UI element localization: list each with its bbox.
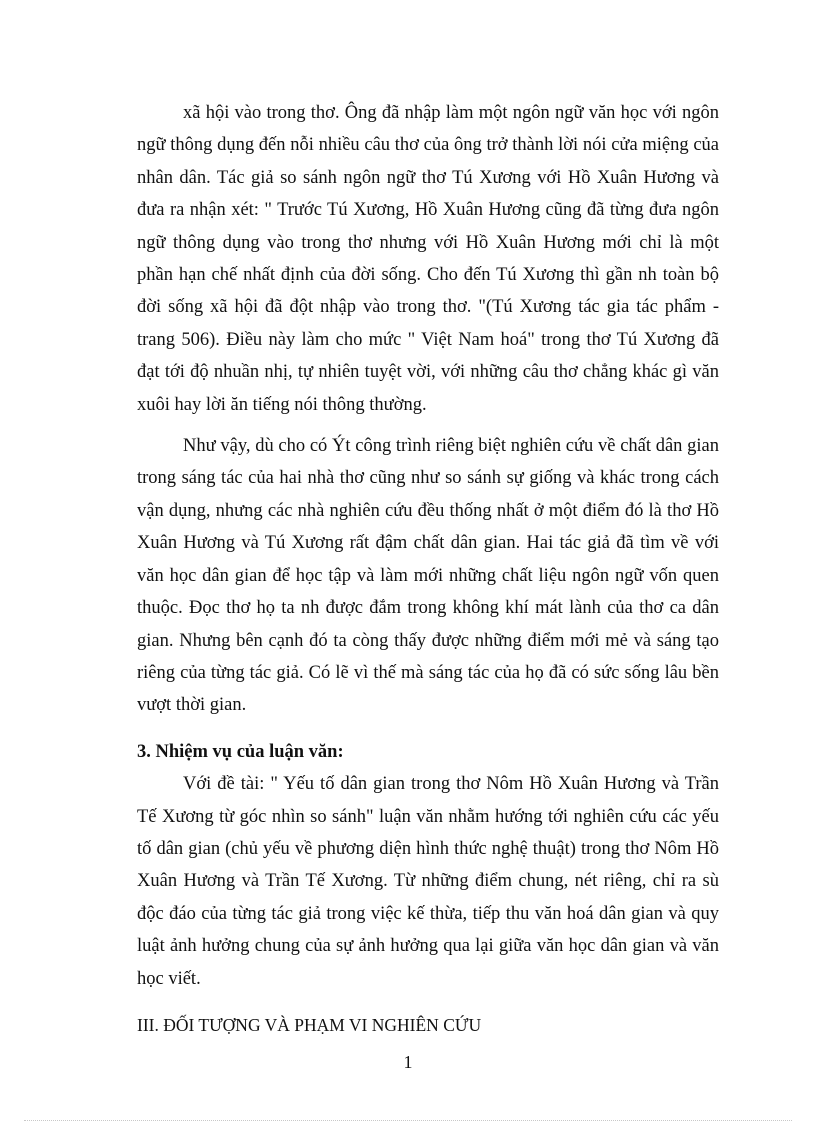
paragraph-research-summary: Như vậy, dù cho có Ýt công trình riêng biệt nghiên cứu về chất dân gian trong sáng tác của hai nhà thơ cũng như so sánh sự giống và khác trong cách vận dụng, nhưng các nhà nghiên cứu đều thống nhất ở một điểm đó là thơ Hồ Xuân Hương và Tú Xương rất đậm chất dân gian. Hai tác giả đã tìm về với văn học dân gian để học tập và làm mới những chất liệu ngôn ngữ vốn quen thuộc. Đọc thơ họ ta nh được đắm trong không khí mát lành của thơ ca dân gian. Nhưng bên cạnh đó ta còng thấy được những điểm mới mẻ và sáng tạo riêng của từng tác giả. Có lẽ vì thế mà sáng tác của họ đã có sức sống lâu bền vượt thời gian. [137,436,719,716]
page-bottom-divider [24,1120,792,1121]
page-number: 1 [403,1052,413,1072]
paragraph-thesis-tasks: Với đề tài: " Yếu tố dân gian trong thơ Nôm Hồ Xuân Hương và Trần Tế Xương từ góc nhìn so sánh" luận văn nhằm hướng tới nghiên cứu các yếu tố dân gian (chủ yếu về phương diện hình thức nghệ thuật) trong thơ Nôm Hồ Xuân Hương và Trần Tế Xương. Từ những điểm chung, nét riêng, chỉ ra sù độc đáo của từng tác giả trong việc kế thừa, tiếp thu văn hoá dân gian và quy luật ảnh hưởng chung của sự ảnh hưởng qua lại giữa văn học dân gian và văn học viết. [137,774,719,989]
subsection-heading-tasks: 3. Nhiệm vụ của luận văn: [137,741,344,762]
page-content [137,97,719,1041]
paragraph-continuation: xã hội vào trong thơ. Ông đã nhập làm một ngôn ngữ văn học với ngôn ngữ thông dụng đến nỗi nhiều câu thơ của ông trở thành lời nói cửa miệng của nhân dân. Tác giả so sánh ngôn ngữ thơ Tú Xương với Hồ Xuân Hương và đưa ra nhận xét: " Trước Tú Xương, Hồ Xuân Hương cũng đã từng đưa ngôn ngữ thông dụng vào trong thơ nhưng với Hồ Xuân Hương mới chỉ là một phần hạn chế nhất định của đời sống. Cho đến Tú Xương thì gần nh toàn bộ đời sống xã hội đã đột nhập vào trong thơ. "(Tú Xương tác gia tác phẩm - trang 506). Điều này làm cho mức " Việt Nam hoá" trong thơ Tú Xương đã đạt tới độ nhuần nhị, tự nhiên tuyệt vời, với những câu thơ chẳng khác gì văn xuôi hay lời ăn tiếng nói thông thường. [137,103,719,415]
section-heading-scope: III. ĐỐI TƯỢNG VÀ PHẠM VI NGHIÊN CỨU [137,1014,482,1035]
